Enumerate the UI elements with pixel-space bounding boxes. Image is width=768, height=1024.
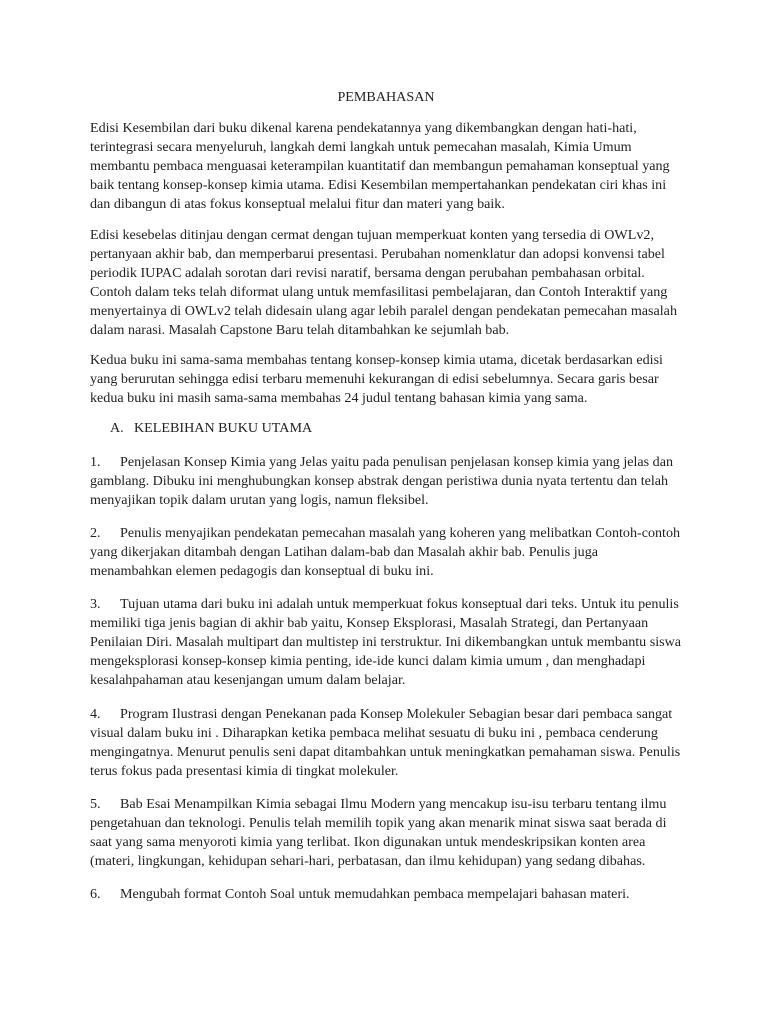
list-item-4 (90, 705, 682, 781)
list-item-6 (90, 885, 682, 904)
list-item-text: Program Ilustrasi dengan Penekanan pada Konsep Molekuler Sebagian besar dari pembaca sangat visual dalam buku ini . Diharapkan ketika pembaca melihat sesuatu di buku ini , pembaca cenderung mengingatnya. Menurut penulis seni dapat ditambahkan untuk meningkatkan pemahaman siswa. Penulis terus fokus pada presentasi kimia di tingkat molekuler. (90, 705, 681, 779)
list-item-text: Penjelasan Konsep Kimia yang Jelas yaitu pada penulisan penjelasan konsep kimia yang jelas dan gamblang. Dibuku ini menghubungkan konsep abstrak dengan peristiwa dunia nyata tertentu dan telah menyajikan topik dalam urutan yang logis, namun fleksibel. (90, 453, 674, 508)
paragraph-intro: Edisi Kesembilan dari buku dikenal karena pendekatannya yang dikembangkan dengan hati-hati, terintegrasi secara menyeluruh, langkah demi langkah untuk pemecahan masalah, Kimia Umum membantu pembaca menguasai keterampilan kuantitatif dan membangun pemahaman konseptual yang baik tentang konsep-konsep kimia utama. Edisi Kesembilan mempertahankan pendekatan ciri khas ini dan dibangun di atas fokus konseptual melalui fitur dan materi yang baik. (90, 120, 670, 213)
paragraph-comparison: Kedua buku ini sama-sama membahas tentang konsep-konsep kimia utama, dicetak berdasarkan edisi yang berurutan sehingga edisi terbaru memenuhi kekurangan di edisi sebelumnya. Secara garis besar kedua buku ini masih sama-sama membahas 24 judul tentang bahasan kimia yang sama. (90, 352, 663, 407)
list-item-5 (90, 795, 682, 871)
list-item-number: 6. (90, 886, 101, 903)
section-heading-text: KELEBIHAN BUKU UTAMA (134, 420, 313, 437)
list-item-text: Penulis menyajikan pendekatan pemecahan masalah yang koheren yang melibatkan Contoh-contoh yang dikerjakan ditambah dengan Latihan dalam-bab dan Masalah akhir bab. Penulis juga menambahkan elemen pedagogis dan konseptual di buku ini. (90, 524, 681, 579)
list-item-number: 5. (90, 795, 101, 812)
list-item-2 (90, 524, 682, 581)
paragraph-eleventh-edition: Edisi kesebelas ditinjau dengan cermat dengan tujuan memperkuat konten yang tersedia di OWLv2, pertanyaan akhir bab, dan memperbarui presentasi. Perubahan nomenklatur dan adopsi konvensi tabel periodik IUPAC adalah sorotan dari revisi naratif, bersama dengan perubahan pembahasan orbital. Contoh dalam teks telah diformat ulang untuk memfasilitasi pembelajaran, dan Contoh Interaktif yang menyertainya di OWLv2 telah didesain ulang agar lebih paralel dengan pendekatan pemecahan masalah dalam narasi. Masalah Capstone Baru telah ditambahkan ke sejumlah bab. (90, 226, 677, 339)
page-title: PEMBAHASAN (337, 89, 435, 105)
document-body (90, 88, 682, 918)
section-letter: A. (110, 420, 124, 437)
list-item-text: Mengubah format Contoh Soal untuk memudahkan pembaca mempelajari bahasan materi. (120, 886, 630, 903)
list-item-number: 1. (90, 453, 101, 470)
list-item-text: Bab Esai Menampilkan Kimia sebagai Ilmu Modern yang mencakup isu-isu terbaru tentang ilmu pengetahuan dan teknologi. Penulis telah memilih topik yang akan menarik minat siswa saat berada di saat yang sama menyoroti kimia yang terlibat. Ikon digunakan untuk mendeskripsikan konten area (materi, lingkungan, kehidupan sehari-hari, perbatasan, dan ilmu kehidupan) yang sedang dibahas. (90, 795, 667, 870)
section-heading (110, 419, 682, 438)
list-item-1 (90, 453, 682, 510)
list-item-3 (90, 595, 682, 690)
list-item-text: Tujuan utama dari buku ini adalah untuk memperkuat fokus konseptual dari teks. Untuk itu penulis memiliki tiga jenis bagian di akhir bab yaitu, Konsep Eksplorasi, Masalah Strategi, dan Pertanyaan Penilaian Diri. Masalah multipart dan multistep ini terstruktur. Ini dikembangkan untuk membantu siswa mengeksplorasi konsep-konsep kimia penting, ide-ide kunci dalam kimia umum , dan menghadapi kesalahpahaman atau kesenjangan umum dalam belajar. (90, 596, 682, 689)
list-item-number: 2. (90, 524, 101, 541)
list-item-number: 4. (90, 705, 101, 722)
list-item-number: 3. (90, 596, 101, 613)
